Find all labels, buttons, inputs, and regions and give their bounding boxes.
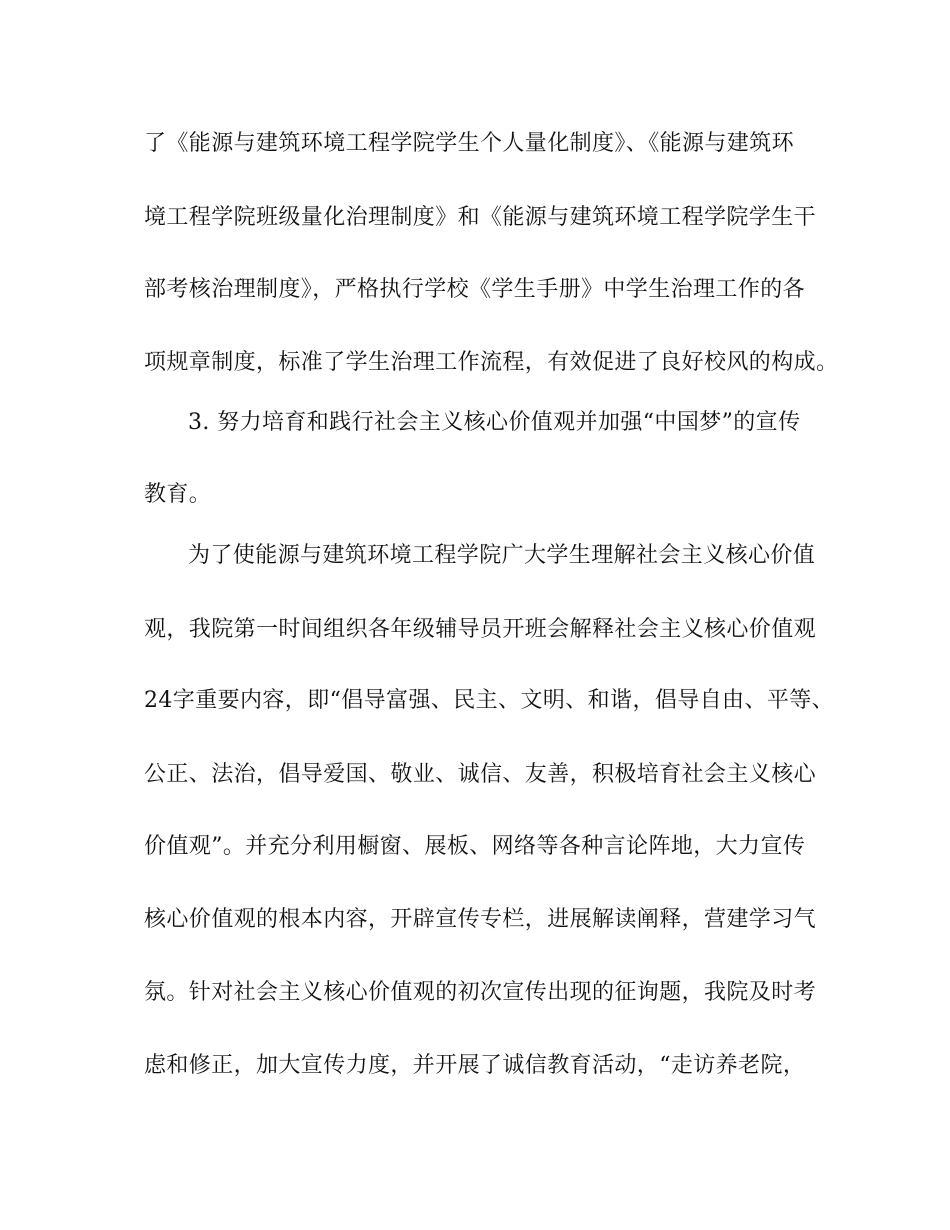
paragraph-line: 观，我院第一时间组织各年级辅导员开班会解释社会主义核心价值观 — [144, 617, 817, 642]
paragraph-line: 核心价值观的根本内容，开辟宣传专栏，进展解读阐释，营建学习气 — [144, 907, 817, 932]
paragraph-line: 部考核治理制度》，严格执行学校《学生手册》中学生治理工作的各 — [144, 277, 806, 302]
paragraph-line: 价值观”。并充分利用橱窗、展板、网络等各种言论阵地，大力宣传 — [144, 834, 806, 859]
paragraph-line: 公正、法治，倡导爱国、敬业、诚信、友善，积极培育社会主义核心 — [144, 762, 817, 787]
section-heading: 3. 努力培育和践行社会主义核心价值观并加强“中国梦”的宣传 — [188, 410, 801, 435]
paragraph-line: 虑和修正，加大宣传力度，并开展了诚信教育活动，“走访养老院， — [144, 1053, 806, 1078]
paragraph-line: 了《能源与建筑环境工程学院学生个人量化制度》、《能源与建筑环 — [144, 131, 795, 156]
paragraph-line: 24字重要内容，即“倡导富强、民主、文明、和谐，倡导自由、平等、 — [144, 688, 835, 713]
paragraph-line: 项规章制度，标准了学生治理工作流程，有效促进了良好校风的构成。 — [144, 350, 839, 375]
paragraph-line: 境工程学院班级量化治理制度》和《能源与建筑环境工程学院学生干 — [144, 205, 817, 230]
paragraph-line: 为了使能源与建筑环境工程学院广大学生理解社会主义核心价值 — [188, 543, 816, 568]
section-heading-continued: 教育。 — [144, 482, 212, 507]
paragraph-line: 氛。针对社会主义核心价值观的初次宣传出现的征询题，我院及时考 — [144, 980, 817, 1005]
